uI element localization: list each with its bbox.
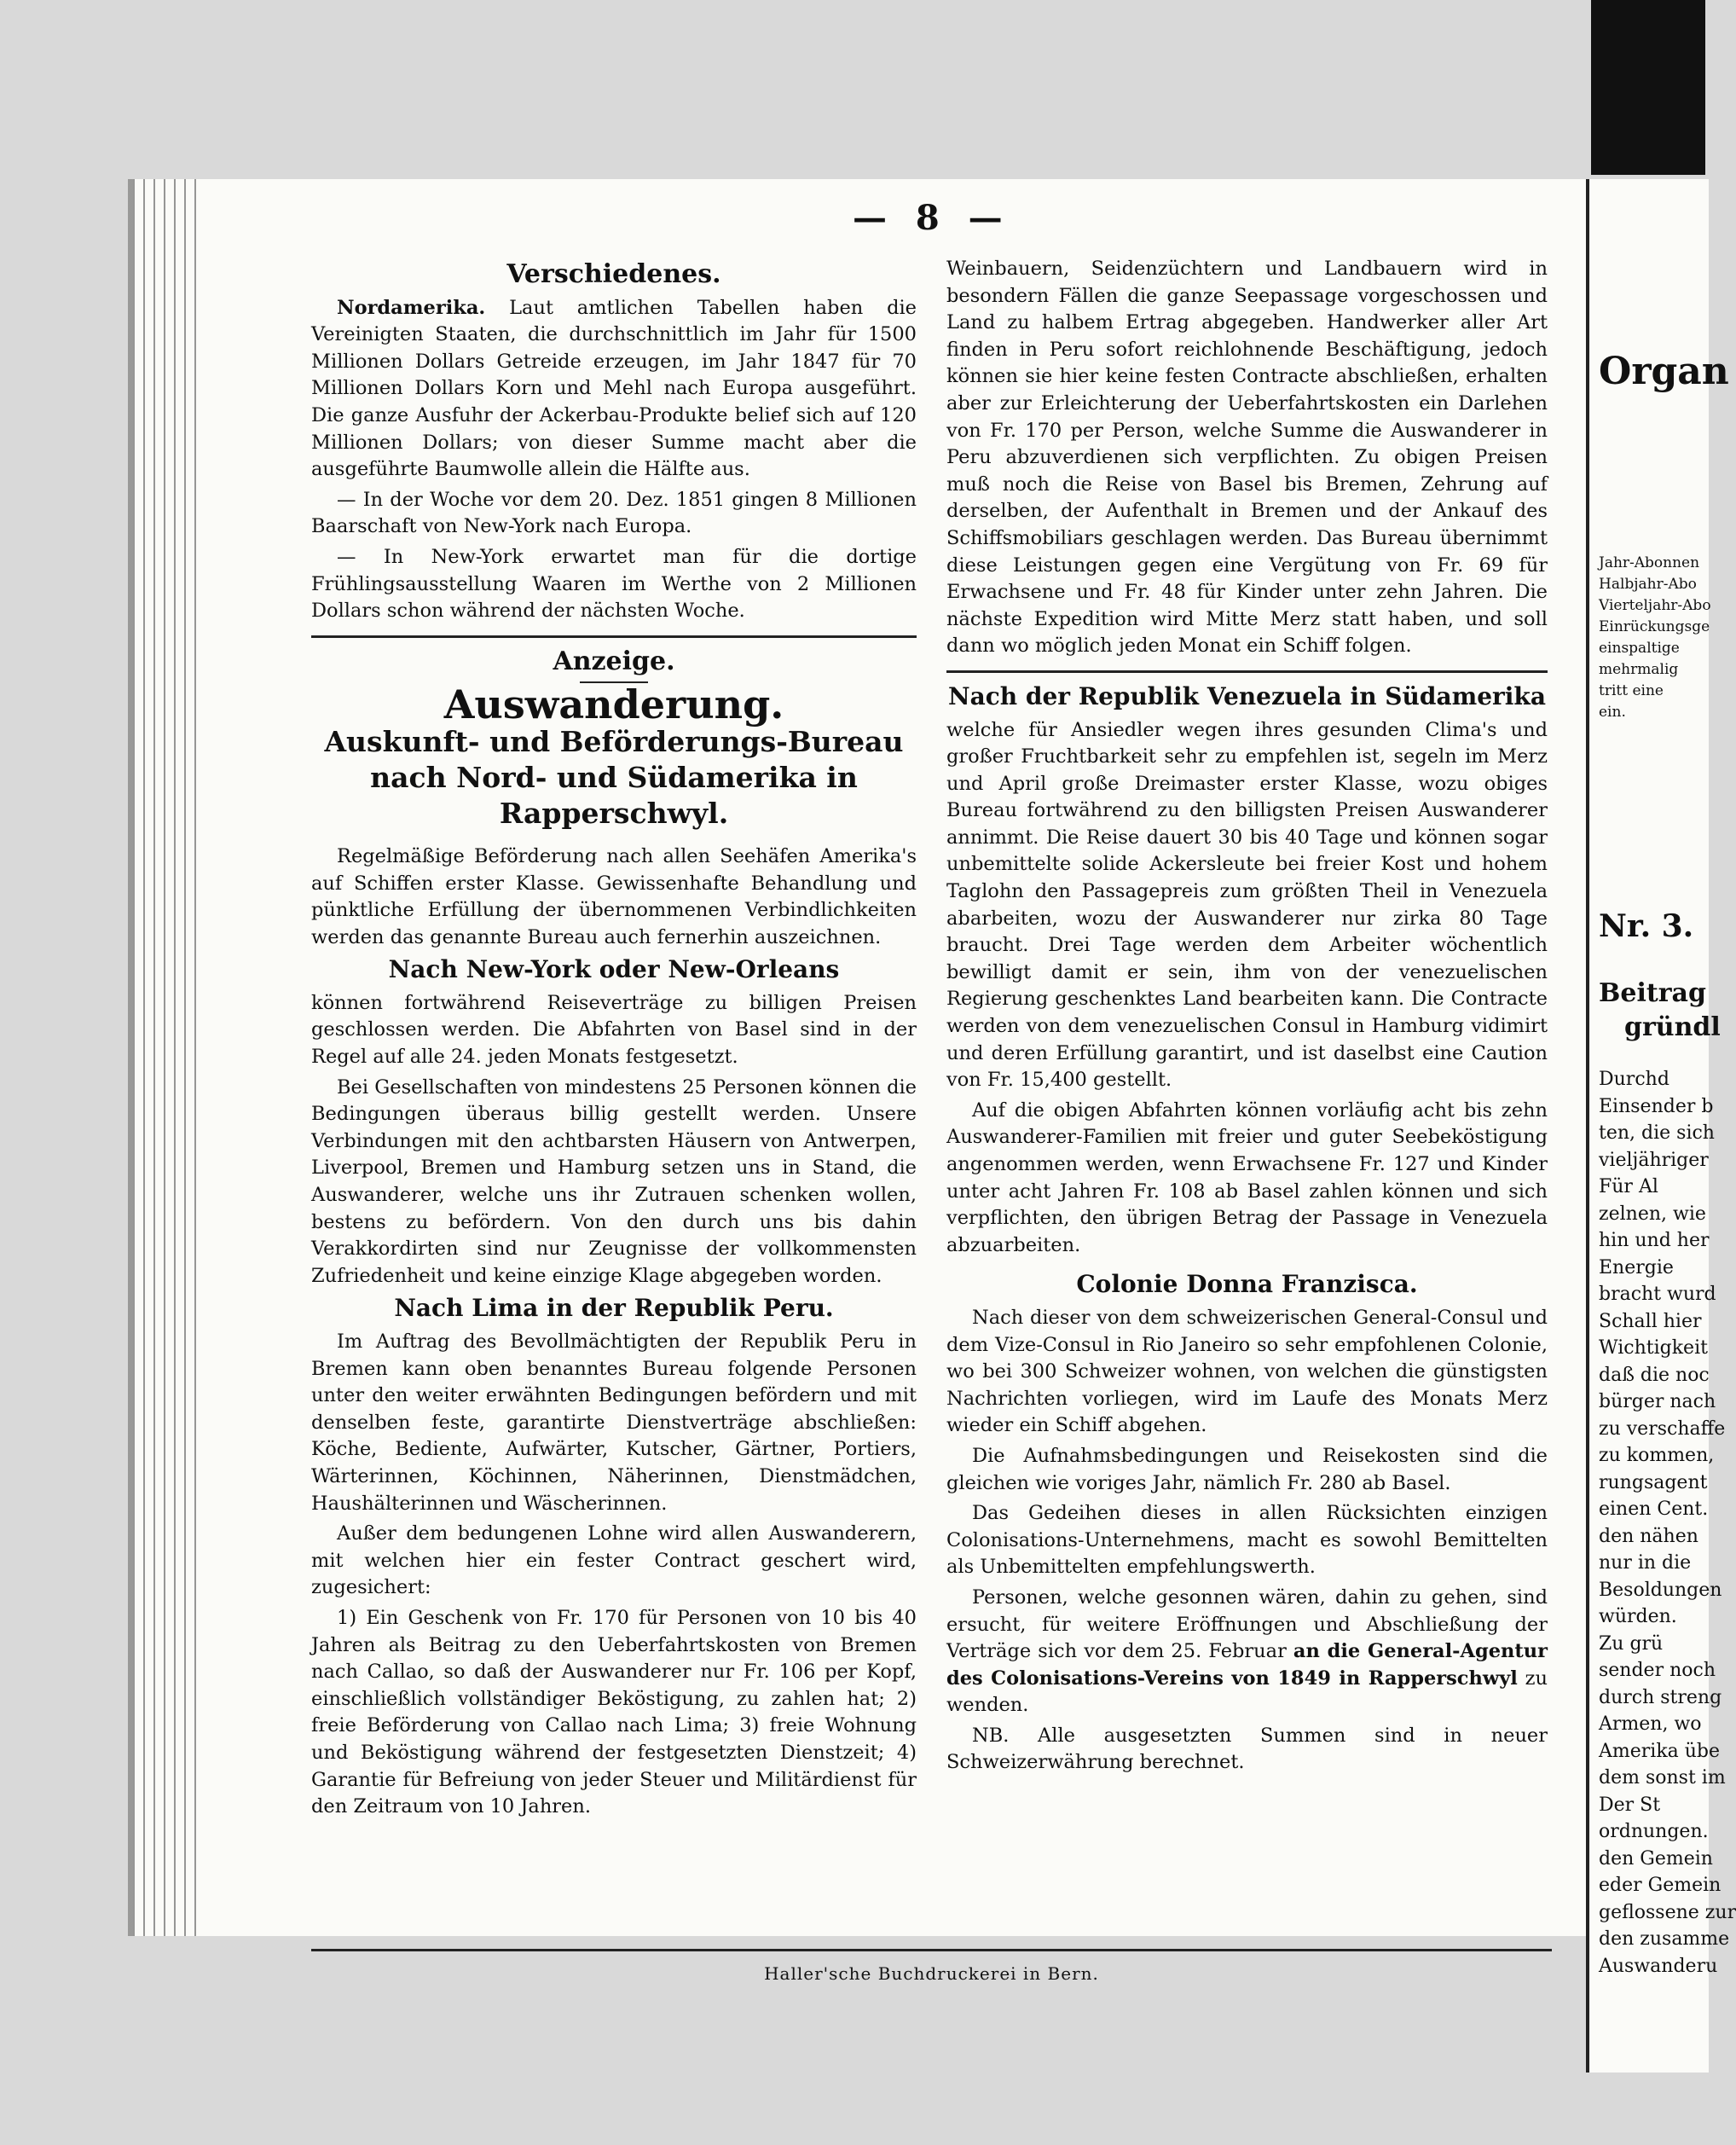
adjacent-text-line: ordnungen. [1599, 1821, 1709, 1842]
paragraph: — In New-York erwartet man für die dortige Frühlingsausstellung Waaren im Werthe von 2 Millionen Dollars schon während der nächsten Woche. [311, 545, 917, 623]
adjacent-body-text [1599, 1066, 1736, 1980]
paragraph: Die Aufnahmsbedingungen und Reisekosten sind die gleichen wie voriges Jahr, nämlich Fr. 280 ab Basel. [946, 1444, 1548, 1494]
text: mehrmalig [1599, 661, 1679, 678]
adjacent-text-line: würden. [1599, 1606, 1677, 1627]
adjacent-text-line: den zusamme [1599, 1928, 1730, 1950]
text: Einrückungsge [1599, 618, 1710, 635]
adjacent-text-line: Wichtigkeit [1599, 1337, 1708, 1359]
page-stack-edge [128, 179, 205, 1936]
paragraph: Auf die obigen Abfahrten können vorläufig acht bis zehn Auswanderer-Familien mit freier und guter Seebeköstigung angenommen werden, wenn Erwachsene Fr. 127 und Kinder unter acht Jahren Fr. 108 ab Basel zahlen können und sich verpflichten, den übrigen Betrag der Passage in Venezuela abzuarbeiten. [946, 1099, 1548, 1256]
adjacent-text-line: Durchd [1599, 1069, 1669, 1090]
paragraph: Bei Gesellschaften von mindestens 25 Personen können die Bedingungen überaus billig gestellt werden. Unsere Verbindungen mit den achtbarsten Häusern von Antwerpen, Liverpool, Bremen und Hamburg setzen uns in Stand, die Auswanderer, welche uns ihr Zutrauen schenken wollen, bestens zu befördern. Von den durch uns bis dahin Verakkordirten sind nur Zeugnisse der vollkommensten Zufriedenheit und keine einzige Klage abgegeben worden. [311, 1075, 917, 1287]
adjacent-text-line: bracht wurd [1599, 1284, 1716, 1305]
agency-address: an die General-Agentur des Colonisations-Vereins von 1849 in Rapperschwyl [946, 1640, 1548, 1690]
paragraph: Laut amtlichen Tabellen haben die Vereinigten Staaten, die durchschnittlich im Jahr für 1500 Millionen Dollars Getreide erzeugen, im Jahr 1847 für 70 Millionen Dollars Korn und Mehl nach Europa ausgeführt. Die ganze Ausfuhr der Ackerbau-Produkte belief sich auf 120 Millionen Dollars; von dieser Summe macht aber die ausgeführte Baumwolle allein die Hälfte aus. [311, 296, 917, 481]
adjacent-text-line: zu verschaffe [1599, 1417, 1726, 1440]
divider [311, 635, 917, 638]
adjacent-text-line: hin und her [1599, 1230, 1710, 1251]
adjacent-text-line: geflossene zur [1599, 1901, 1736, 1923]
paragraph: — In der Woche vor dem 20. Dez. 1851 gingen 8 Millionen Baarschaft von New-York nach Europa. [311, 488, 917, 538]
adjacent-masthead: Organ [1599, 350, 1729, 393]
adjacent-text-line: eder Gemein [1599, 1875, 1722, 1896]
paragraph: Regelmäßige Beförderung nach allen Seehäfen Amerika's auf Schiffen erster Klasse. Gewissenhafte Behandlung und pünktliche Erfüllung der übernommenen Verbindlichkeiten werden das genannte Bureau auch fernerhin auszeichnen. [311, 844, 917, 948]
adjacent-text-line: zu kommen, [1599, 1445, 1715, 1466]
adjacent-text-line: Für Al [1599, 1176, 1658, 1197]
heading-colonie: Colonie Donna Franzisca. [1076, 1270, 1418, 1299]
bureau-subtitle: Auskunft- und Beförderungs-Bureau nach Nord- und Südamerika in Rapperschwyl. [324, 724, 904, 830]
top-black-band [1591, 0, 1705, 175]
adjacent-text-line: Armen, wo [1599, 1713, 1702, 1735]
text: tritt eine [1599, 682, 1664, 699]
paragraph: können fortwährend Reiseverträge zu billigen Preisen geschlossen werden. Die Abfahrten von Basel sind in der Regel auf alle 24. jeden Monats festgesetzt. [311, 991, 917, 1069]
text: Vierteljahr-Abo [1599, 597, 1711, 614]
paragraph: Das Gedeihen dieses in allen Rücksichten einzigen Colonisations-Unternehmens, macht es sowohl Bemittelten als Unbemittelten empfehlungswerth. [946, 1502, 1548, 1579]
adjacent-text-line: einen Cent. [1599, 1499, 1709, 1520]
adjacent-text-line: daß die noc [1599, 1364, 1710, 1386]
lead-nordamerika: Nordamerika. [337, 296, 486, 319]
adjacent-text-line: den nähen [1599, 1525, 1698, 1547]
text: Personen, welche gesonnen wären, dahin zu gehen, sind ersucht, für weitere Eröffnungen und Abschließung der Verträge sich vor dem 25. Februar [946, 1586, 1548, 1663]
section-title-verschiedenes: Verschiedenes. [506, 259, 721, 289]
text: zu wenden. [946, 1667, 1548, 1717]
auswanderung-heading: Auswanderung. [443, 681, 784, 728]
adjacent-text-line: Der St [1599, 1794, 1661, 1816]
adjacent-text-line: durch streng [1599, 1686, 1722, 1708]
adjacent-text-line: ten, die sich [1599, 1122, 1715, 1144]
adjacent-text-line: Energie [1599, 1256, 1674, 1278]
adjacent-text-line: bürger nach [1599, 1391, 1716, 1412]
text: Jahr-Abonnen [1599, 554, 1700, 571]
adjacent-text-line: den Gemein [1599, 1847, 1713, 1870]
adjacent-text-line: Einsender b [1599, 1095, 1714, 1117]
paragraph: Weinbauern, Seidenzüchtern und Landbauern wird in besondern Fällen die ganze Seepassage vorgeschossen und Land zu halbem Ertrag abgegeben. Handwerker aller Art finden in Peru sofort reichlohnende Beschäftigung, jedoch können sie hier keine festen Contracte abschließen, erhalten aber zur Erleichterung der Ueberfahrtskosten ein Darlehen von Fr. 170 per Person, welche Summe die Auswanderer in Peru abzuverdienen sich verpflichten. Zu obigen Preisen muß noch die Reise von Basel bis Bremen, Zehrung auf derselben, der Aufenthalt in Bremen und der Ankauf des Schiffsmobiliars geschlagen werden. Das Bureau übernimmt diese Leistungen gegen eine Vergütung von Fr. 69 für Erwachsene und Fr. 48 für Kinder unter zehn Jahren. Die nächste Expedition wird Mitte Merz statt haben, und soll dann wo möglich jeden Monat ein Schiff folgen. [946, 258, 1548, 658]
adjacent-text-line: Schall hier [1599, 1310, 1702, 1332]
adjacent-text-line: Auswanderu [1599, 1955, 1718, 1977]
paragraph: Nach dieser von dem schweizerischen General-Consul und dem Vize-Consul in Rio Janeiro so sehr empfohlenen Colonie, wo bei 300 Schweizer wohnen, von welchen die günstigsten Nachrichten vorliegen, wird im Laufe des Monats Merz wieder ein Schiff abgehen. [946, 1306, 1548, 1437]
anzeige-heading: Anzeige. [553, 646, 675, 676]
adjacent-issue-number: Nr. 3. [1599, 908, 1694, 944]
heading-new-york: Nach New-York oder New-Orleans [388, 955, 840, 984]
paragraph: NB. Alle ausgesetzten Summen sind in neuer Schweizerwährung berechnet. [946, 1724, 1548, 1774]
paragraph: 1) Ein Geschenk von Fr. 170 für Personen von 10 bis 40 Jahren als Beitrag zu den Ueberfahrtskosten von Bremen nach Callao, so daß der Auswanderer nur Fr. 106 per Kopf, einschließlich vollständiger Beköstigung, zu zahlen hat; 2) freie Beförderung von Callao nach Lima; 3) freie Wohnung und Beköstigung während der festgesetzten Dienstzeit; 4) Garantie für Befreiung von jeder Steuer und Militärdienst für den Zeitraum von 10 Jahren. [311, 1606, 917, 1818]
paragraph: Im Auftrag des Bevollmächtigten der Republik Peru in Bremen kann oben benanntes Bureau folgende Personen unter den weiter erwähnten Bedingungen befördern und mit denselben feste, garantirte Dienstverträge abschließen: Köche, Bediente, Aufwärter, Kutscher, Gärtner, Portiers, Wärterinnen, Köchinnen, Näherinnen, Dienstmädchen, Haushälterinnen und Wäscherinnen. [311, 1330, 917, 1515]
divider [946, 670, 1548, 673]
heading-venezuela: Nach der Republik Venezuela in Südamerika [948, 681, 1546, 710]
text: ein. [1599, 704, 1626, 721]
adjacent-heading [1599, 977, 1721, 1045]
adjacent-text-line: zelnen, wie [1599, 1203, 1706, 1225]
page-number: — 8 — [853, 198, 1011, 238]
text: Halbjahr-Abo [1599, 576, 1697, 593]
heading-lima: Nach Lima in der Republik Peru. [394, 1294, 834, 1323]
text: gründl [1624, 1012, 1721, 1042]
paragraph: welche für Ansiedler wegen ihres gesunden Clima's und großer Fruchtbarkeit sehr zu empfehlen ist, segeln im Merz und April große Dreimaster erster Klasse, wozu obiges Bureau fortwährend zu den billigsten Preisen Auswanderer annimmt. Die Reise dauert 30 bis 40 Tage und können sogar unbemittelte solide Ackersleute bei freier Kost und hohem Taglohn den Passagepreis zum größten Theil in Venezuela abarbeiten, wozu der Auswanderer nur zirka 80 Tage braucht. Drei Tage werden dem Arbeiter wöchentlich bewilligt damit er sein, ihm von der venezuelischen Regierung geschenktes Land bearbeiten kann. Die Contracte werden von dem venezuelischen Consul in Hamburg vidimirt und deren Erfüllung garantirt, und ist daselbst eine Caution von Fr. 15,400 gestellt. [946, 718, 1548, 1092]
adjacent-text-line: Amerika übe [1599, 1740, 1721, 1762]
footer-divider [311, 1949, 1552, 1951]
adjacent-text-line: rungsagent [1599, 1471, 1708, 1493]
text: Beitrag [1599, 978, 1706, 1008]
right-column [946, 256, 1548, 1780]
adjacent-text-line: Zu grü [1599, 1632, 1664, 1655]
paragraph [946, 1585, 1548, 1719]
adjacent-text-line: nur in die [1599, 1552, 1692, 1574]
adjacent-text-line: dem sonst im [1599, 1767, 1726, 1788]
adjacent-text-line: Besoldungen [1599, 1579, 1722, 1601]
printer-imprint: Haller'sche Buchdruckerei in Bern. [764, 1963, 1099, 1984]
adjacent-subscription-list [1599, 553, 1711, 723]
left-column [311, 256, 917, 1824]
adjacent-text-line: vieljähriger [1599, 1149, 1709, 1171]
paragraph: Außer dem bedungenen Lohne wird allen Auswanderern, mit welchen hier ein fester Contract geschert wird, zugesichert: [311, 1522, 917, 1599]
text: einspaltige [1599, 640, 1680, 657]
adjacent-text-line: sender noch [1599, 1660, 1716, 1681]
